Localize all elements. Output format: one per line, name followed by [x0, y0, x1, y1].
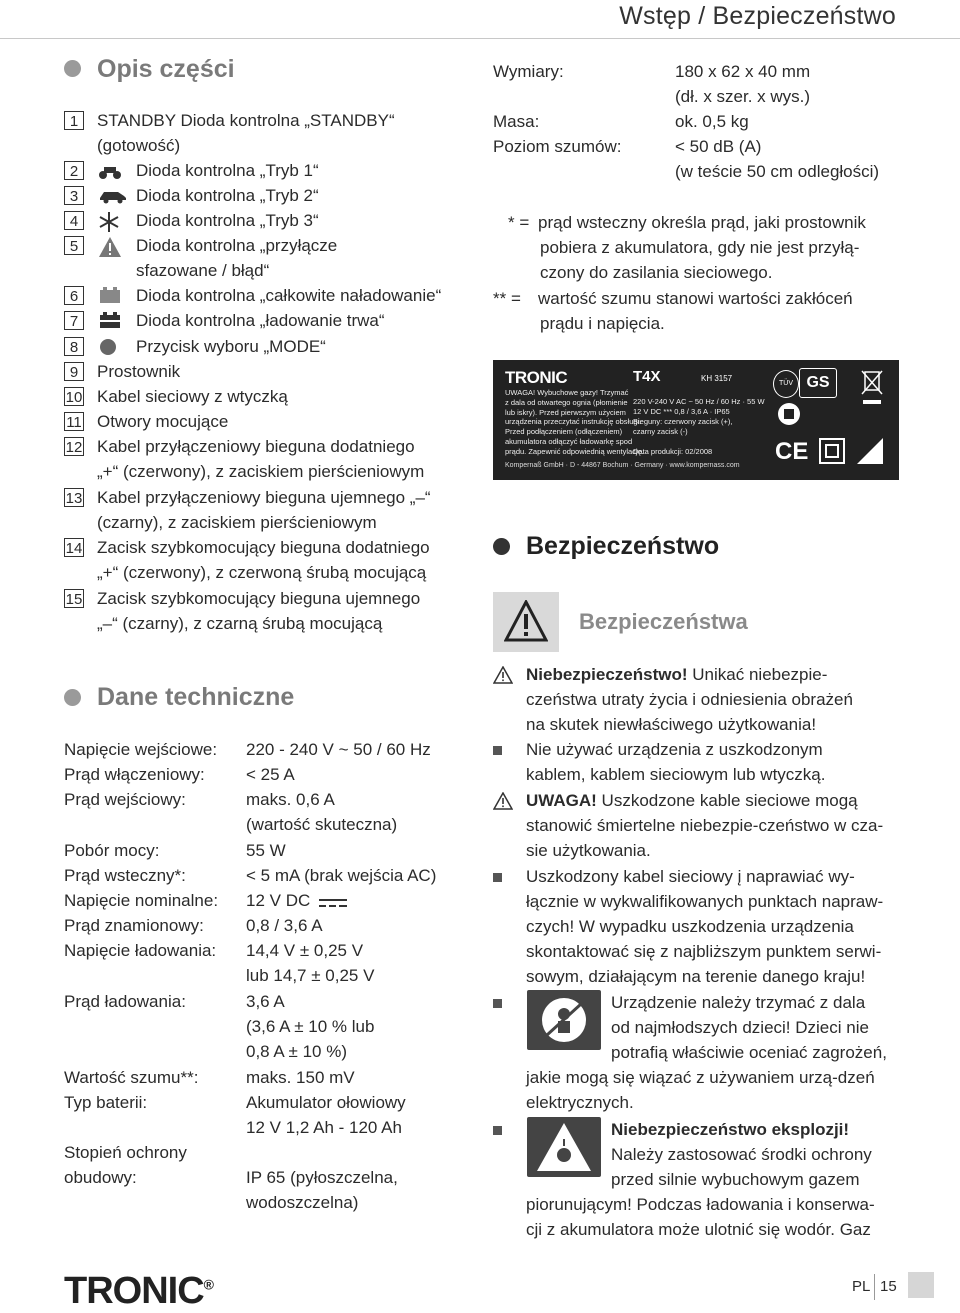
footnote-text: prąd wsteczny określa prąd, jaki prostownik	[538, 213, 866, 232]
label-spec-line: Data produkcji: 02/2008	[633, 447, 713, 456]
battery-charging-icon	[98, 311, 122, 334]
dc-symbol-icon	[318, 897, 348, 915]
spec-value: lub 14,7 ± 0,25 V	[246, 966, 375, 985]
spec-value: maks. 0,6 A	[246, 790, 335, 809]
safety-text: na skutek niewłaściwego użytkowania!	[526, 715, 817, 734]
spec-label: Prąd ładowania:	[64, 992, 186, 1011]
part-label: Zacisk szybkomocujący bieguna ujemnego	[97, 589, 421, 608]
footer-page-number: 15	[880, 1278, 897, 1295]
part-number: 14	[65, 540, 83, 557]
motorcycle-icon	[98, 161, 122, 186]
spec-value: < 5 mA (brak wejścia AC)	[246, 866, 437, 885]
safety-lead: UWAGA!	[526, 791, 597, 810]
label-warning-line: Przed podłączeniem (odłączeniem)	[505, 427, 623, 437]
spec-label: Pobór mocy:	[64, 841, 160, 860]
spec-value: 0,8 / 3,6 A	[246, 916, 323, 935]
footer-page-tab	[908, 1272, 934, 1298]
gs-logo: GS	[799, 368, 837, 398]
part-number: 15	[65, 591, 83, 608]
safety-text: Uszkodzone kable sieciowe mogą	[596, 791, 858, 810]
spec-value: (3,6 A ± 10 % lub	[246, 1017, 375, 1036]
safety-section-title: Bezpieczeństwo	[526, 532, 720, 560]
explosion-warning-icon	[527, 1117, 601, 1177]
safety-text: kablem, kablem sieciowym lub wtyczką.	[526, 765, 826, 784]
spec-value: 12 V 1,2 Ah - 120 Ah	[246, 1118, 402, 1137]
spec-value: Akumulator ołowiowy	[246, 1093, 406, 1112]
spec-label: Prąd wejściowy:	[64, 790, 186, 809]
spec-value: 180 x 62 x 40 mm	[675, 62, 811, 81]
safety-text: sowym, działającym na terenie danego kraju!	[526, 967, 866, 986]
parts-section-bullet	[64, 60, 81, 82]
part-label: (czarny), z zaciskiem pierścieniowym	[97, 513, 377, 532]
label-warning-line: urządzenia przeczytać instrukcję obsługi.	[505, 417, 642, 427]
page-header-title: Wstęp / Bezpieczeństwo	[619, 2, 896, 30]
footer-language: PL	[852, 1278, 871, 1295]
part-label: (gotowość)	[97, 136, 181, 155]
label-warning-line: z dala od otwartego ognia (płomienie	[505, 397, 628, 407]
safety-text: od najmłodszych dzieci! Dzieci nie	[611, 1018, 869, 1037]
safety-text: przed silnie wybuchowym gazem	[611, 1170, 860, 1189]
part-number: 9	[64, 362, 84, 381]
class2-icon	[819, 438, 845, 469]
safety-line	[526, 788, 858, 813]
footnote-text: pobiera z akumulatora, gdy nie jest przyłą-	[540, 238, 860, 257]
safety-text: łącznie w wykwalifikowanych punktach napraw-	[526, 892, 884, 911]
label-spec-line: 220 V-240 V AC ~ 50 Hz / 60 Hz · 55 W	[633, 397, 765, 406]
spec-label: Typ baterii:	[64, 1093, 148, 1112]
part-number: 13	[65, 490, 83, 507]
safety-text: stanowić śmiertelne niebezpie-czeństwo w cza-	[526, 816, 884, 835]
child-warning-icon	[527, 990, 601, 1050]
spec-value: 220 - 240 V ~ 50 / 60 Hz	[246, 740, 431, 759]
safety-text: elektrycznych.	[526, 1093, 634, 1112]
part-label: Prostownik	[97, 362, 181, 381]
spec-label: Masa:	[493, 112, 540, 131]
spec-label: Poziom szumów:	[493, 137, 622, 156]
part-number: 8	[64, 337, 84, 356]
bullet-square-icon	[493, 999, 502, 1008]
safety-text: potrafią właściwie oceniać zagrożeń,	[611, 1043, 887, 1062]
safety-text: Nie używać urządzenia z uszkodzonym	[526, 740, 823, 759]
safety-text: Urządzenie należy trzymać z dala	[611, 993, 866, 1012]
tuv-logo: TÜV	[773, 370, 799, 398]
footnote-mark: ** =	[493, 289, 521, 308]
spec-value: maks. 150 mV	[246, 1068, 355, 1087]
part-label: Dioda kontrolna „Tryb 3“	[136, 211, 319, 230]
part-label: Dioda kontrolna „przyłącze	[136, 236, 338, 255]
tech-section-bullet	[64, 689, 81, 711]
spec-value: (w teście 50 cm odległości)	[675, 162, 880, 181]
part-label: Przycisk wyboru „MODE“	[136, 337, 326, 356]
footer-separator	[874, 1274, 875, 1300]
spec-value: IP 65 (pyłoszczelna,	[246, 1168, 398, 1187]
label-company: Kompernaß GmbH · D - 44867 Bochum · Germany · www.kompernass.com	[505, 462, 740, 469]
footer-logo: TRONIC®	[64, 1270, 213, 1312]
part-number: 6	[64, 286, 84, 305]
spec-label: Napięcie wejściowe:	[64, 740, 218, 759]
bullet-square-icon	[493, 746, 502, 755]
spec-label: Prąd wsteczny*:	[64, 866, 186, 885]
header-divider	[0, 38, 960, 39]
spec-value: ok. 0,5 kg	[675, 112, 749, 131]
rating-label	[493, 360, 899, 480]
part-label: „+“ (czerwony), z czerwoną śrubą mocującą	[97, 563, 427, 582]
part-number: 10	[65, 389, 83, 406]
part-label: Dioda kontrolna „całkowite naładowanie“	[136, 286, 442, 305]
part-number: 4	[64, 211, 84, 230]
read-manual-icon	[777, 402, 801, 431]
safety-text: sie użytkowania.	[526, 841, 651, 860]
part-label: Kabel przyłączeniowy bieguna ujemnego „–“	[97, 488, 431, 507]
part-label: Otwory mocujące	[97, 412, 229, 431]
warning-box	[493, 592, 559, 652]
battery-full-icon	[98, 286, 122, 309]
spec-value: 0,8 A ± 10 %)	[246, 1042, 348, 1061]
spec-label: Napięcie ładowania:	[64, 941, 217, 960]
crossed-bin-icon	[859, 366, 885, 411]
safety-lead: Niebezpieczeństwo!	[526, 665, 688, 684]
safety-text: skontaktować się z najbliższym punktem serwi-	[526, 942, 882, 961]
label-brand: TRONIC	[505, 368, 568, 387]
safety-text: piorunującym! Podczas ładowania i konserwa-	[526, 1195, 875, 1214]
safety-subtitle: Bezpieczeństwa	[579, 609, 748, 634]
safety-text: czeństwa utraty życia i odniesienia obrażeń	[526, 690, 853, 709]
part-number: 11	[64, 412, 84, 431]
ce-mark: CE	[775, 438, 809, 465]
safety-text: Uszkodzony kabel sieciowy į naprawiać wy-	[526, 867, 855, 886]
footnote-mark: * =	[508, 213, 530, 232]
label-spec-line: czarny zacisk (-)	[633, 427, 688, 436]
spec-value: 14,4 V ± 0,25 V	[246, 941, 364, 960]
part-label: Dioda kontrolna „Tryb 1“	[136, 161, 319, 180]
part-label: Dioda kontrolna „ładowanie trwa“	[136, 311, 385, 330]
part-label: „–“ (czarny), z czarną śrubą mocującą	[97, 614, 383, 633]
footnote-text: czony do zasilania sieciowego.	[540, 263, 773, 282]
safety-text: jakie mogą się wiązać z używaniem urzą-dzeń	[526, 1068, 875, 1087]
part-number: 3	[64, 186, 84, 205]
part-label: Zacisk szybkomocujący bieguna dodatniego	[97, 538, 430, 557]
spec-label: Napięcie nominalne:	[64, 891, 219, 910]
spec-value: 12 V DC	[246, 891, 311, 910]
spec-value: (dł. x szer. x wys.)	[675, 87, 811, 106]
safety-line	[526, 662, 827, 687]
spec-value: 3,6 A	[246, 992, 285, 1011]
label-code: KH 3157	[701, 374, 733, 383]
label-warning-line: prądu. Zapewnić odpowiednią wentylację.	[505, 446, 644, 456]
spec-value: < 50 dB (A)	[675, 137, 762, 156]
spec-label: Prąd znamionowy:	[64, 916, 204, 935]
spec-label: Wymiary:	[493, 62, 564, 81]
parts-section-title: Opis części	[97, 55, 235, 83]
spec-value: < 25 A	[246, 765, 295, 784]
spec-label: Wartość szumu**:	[64, 1068, 199, 1087]
spec-value: (wartość skuteczna)	[246, 815, 398, 834]
spec-value: 55 W	[246, 841, 286, 860]
part-number: 5	[64, 236, 84, 255]
part-number: 12	[65, 439, 83, 456]
spec-label: Prąd włączeniowy:	[64, 765, 205, 784]
footnote-text: prądu i napięcia.	[540, 314, 665, 333]
bullet-square-icon	[493, 873, 502, 882]
footnote-text: wartość szumu stanowi wartości zakłóceń	[538, 289, 853, 308]
part-number: 2	[64, 161, 84, 180]
part-label: sfazowane / błąd“	[136, 261, 270, 280]
indoor-use-icon	[855, 436, 885, 471]
car-icon	[98, 186, 128, 209]
label-warning-line: UWAGA! Wybuchowe gazy! Trzymać	[505, 388, 629, 397]
part-number: 7	[64, 311, 84, 330]
warning-led-icon	[98, 236, 122, 263]
safety-text: Należy zastosować środki ochrony	[611, 1145, 872, 1164]
safety-text: Unikać niebezpie-	[687, 665, 828, 684]
safety-text: cji z akumulatora może ulotnić się wodór. Gaz	[526, 1220, 871, 1239]
warning-icon	[493, 792, 513, 815]
bullet-square-icon	[493, 1126, 502, 1135]
label-warning-line: akumulatora odłączyć ładowarkę spod	[505, 437, 633, 446]
safety-text: czych! W wypadku uszkodzenia urządzenia	[526, 917, 854, 936]
tech-section-title: Dane techniczne	[97, 683, 295, 711]
part-label: Kabel przyłączeniowy bieguna dodatniego	[97, 437, 415, 456]
label-spec-line: 12 V DC *** 0,8 / 3,6 A · IP65	[633, 407, 730, 416]
warning-icon	[493, 666, 513, 689]
part-label: STANDBY Dioda kontrolna „STANDBY“	[97, 111, 395, 130]
label-warning-line: lub iskry). Przed pierwszym użyciem	[505, 407, 626, 417]
spec-value: wodoszczelna)	[246, 1193, 359, 1212]
part-number: 1	[64, 111, 84, 130]
spec-label: obudowy:	[64, 1168, 137, 1187]
label-spec-line: Bieguny: czerwony zacisk (+),	[633, 417, 733, 426]
spec-label: Stopień ochrony	[64, 1143, 187, 1162]
part-label: Kabel sieciowy z wtyczką	[97, 387, 288, 406]
label-model: T4X	[633, 368, 661, 385]
part-label: Dioda kontrolna „Tryb 2“	[136, 186, 319, 205]
snowflake-icon	[98, 211, 120, 238]
safety-lead: Niebezpieczeństwo eksplozji!	[611, 1120, 850, 1139]
safety-section-bullet	[493, 538, 510, 560]
part-label: „+“ (czerwony), z zaciskiem pierścieniowym	[97, 462, 425, 481]
warning-triangle-icon	[504, 600, 548, 642]
